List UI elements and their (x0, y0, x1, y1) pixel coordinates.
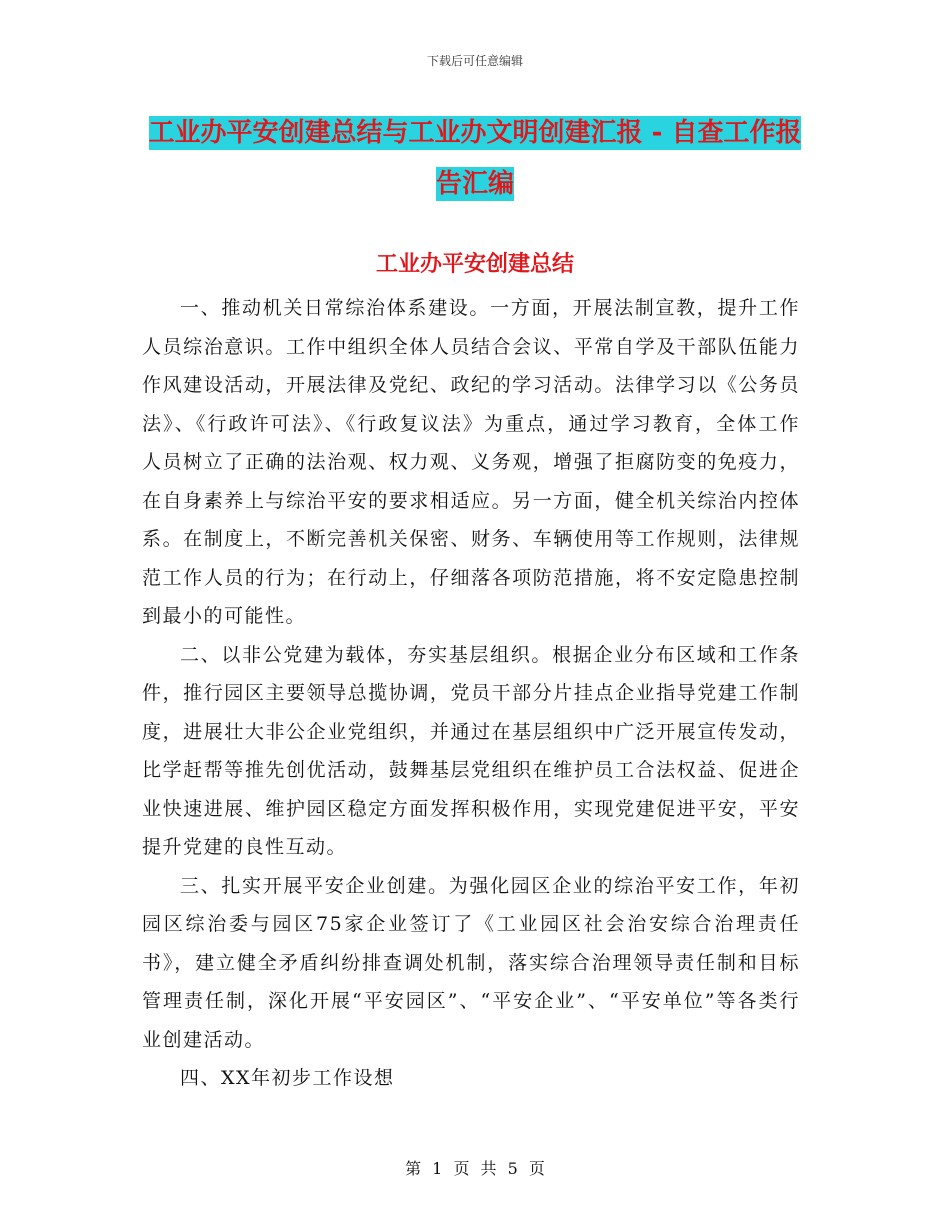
page-header: 下载后可任意编辑 (426, 54, 523, 68)
page-footer: 第 1 页 共 5 页 (405, 1159, 545, 1178)
paragraph: 四、XX年初步工作设想 (180, 1067, 395, 1089)
document-body (142, 289, 800, 1098)
document-title-text: 工业办平安创建总结与工业办文明创建汇报 - 自查工作报告汇编 (148, 118, 802, 199)
paragraph: 一、推动机关日常综治体系建设。一方面，开展法制宣教，提升工作人员综治意识。工作中组织全体人员结合会议、平常自学及干部队伍能力作风建设活动，开展法律及党纪、政纪的学习活动。法律学习以《公务员法》、《行政许可法》、《行政复议法》为重点，通过学习教育，全体工作人员树立了正确的法治观、权力观、义务观，增强了拒腐防变的免疫力，在自身素养上与综治平安的要求相适应。另一方面，健全机关综治内控体系。在制度上，不断完善机关保密、财务、车辆使用等工作规则，法律规范工作人员的行为；在行动上，仔细落各项防范措施，将不安定隐患控制到最小的可能性。 (142, 297, 800, 627)
document-title (140, 108, 810, 210)
section-title: 工业办平安创建总结 (375, 252, 574, 277)
paragraph: 三、扎实开展平安企业创建。为强化园区企业的综治平安工作，年初园区综治委与园区75家企业签订了《工业园区社会治安综合治理责任书》，建立健全矛盾纠纷排查调处机制，落实综合治理领导责任制和目标管理责任制，深化开展“平安园区”、“平安企业”、“平安单位”等各类行业创建活动。 (142, 874, 800, 1051)
paragraph: 二、以非公党建为载体，夯实基层组织。根据企业分布区域和工作条件，推行园区主要领导总揽协调，党员干部分片挂点企业指导党建工作制度，进展壮大非公企业党组织，并通过在基层组织中广泛开展宣传发动，比学赶帮等推先创优活动，鼓舞基层党组织在维护员工合法权益、促进企业快速进展、维护园区稳定方面发挥积极作用，实现党建促进平安，平安提升党建的良性互动。 (142, 643, 800, 858)
